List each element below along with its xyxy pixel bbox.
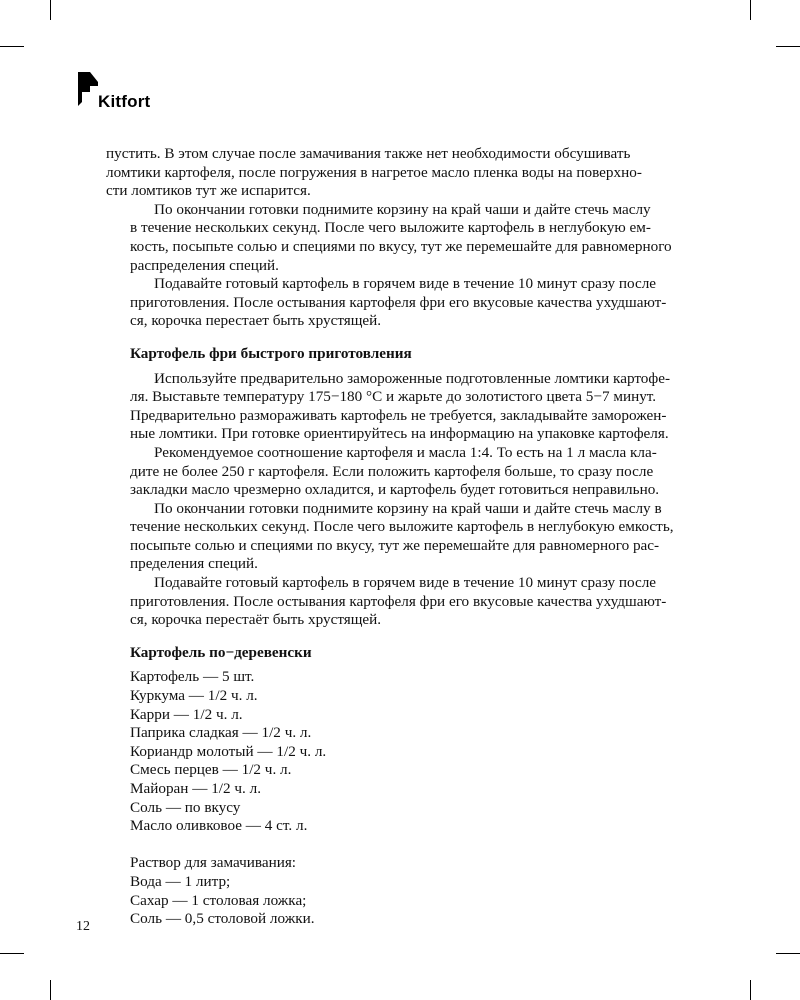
text-line: кость, посыпьте солью и специями по вкусу, тут же перемешайте для равномерного <box>130 237 672 255</box>
text-line: приготовления. После остывания картофеля фри его вкусовые качества ухудшают- <box>130 293 667 311</box>
text-line: Рекомендуемое соотношение картофеля и масла 1:4. То есть на 1 л масла кла- <box>154 443 657 461</box>
crop-mark <box>776 46 800 47</box>
text-line: По окончании готовки поднимите корзину на край чаши и дайте стечь маслу <box>154 200 651 218</box>
page-number: 12 <box>76 919 90 934</box>
text-line: Подавайте готовый картофель в горячем виде в течение 10 минут сразу после <box>154 574 657 592</box>
list-item: Масло оливковое — 4 ст. л. <box>130 817 308 835</box>
crop-mark <box>50 0 51 20</box>
ingredient-list <box>130 668 702 835</box>
text-line: По окончании готовки поднимите корзину на край чаши и дайте стечь маслу в <box>154 499 662 517</box>
paragraph <box>106 370 702 444</box>
crop-mark <box>0 46 24 47</box>
crop-mark <box>750 0 751 20</box>
text-line: течение нескольких секунд. После чего выложите картофель в неглубокую емкость, <box>130 518 674 536</box>
text-line: пустить. В этом случае после замачивания также нет необходимости обсушивать <box>106 145 631 162</box>
list-item: Карри — 1/2 ч. л. <box>130 705 243 723</box>
text-line: приготовления. После остывания картофеля фри его вкусовые качества ухудшают- <box>130 592 667 610</box>
list-item: Раствор для замачивания: <box>130 854 297 872</box>
brand-logo <box>78 72 178 112</box>
list-item: Кориандр молотый — 1/2 ч. л. <box>130 742 327 760</box>
section-heading: Картофель фри быстрого приготовления <box>130 344 412 362</box>
crop-mark <box>0 953 24 954</box>
page-body <box>106 145 702 929</box>
text-line: ля. Выставьте температуру 175−180 °С и жарьте до золотистого цвета 5−7 минут. <box>130 388 657 406</box>
text-line: Предварительно размораживать картофель не требуется, закладывайте заморожен- <box>130 406 667 424</box>
section-heading: Картофель по−деревенски <box>130 643 312 661</box>
crop-mark <box>50 980 51 1000</box>
text-line: пределения специй. <box>130 555 258 573</box>
list-item: Вода — 1 литр; <box>130 872 231 890</box>
text-line: дите не более 250 г картофеля. Если положить картофеля больше, то сразу после <box>130 462 654 480</box>
text-line: Подавайте готовый картофель в горячем виде в течение 10 минут сразу после <box>154 275 657 293</box>
soak-solution-list <box>130 854 702 928</box>
text-line: ся, корочка перестаёт быть хрустящей. <box>130 611 382 629</box>
text-line: в течение нескольких секунд. После чего выложите картофель в неглубокую ем- <box>130 219 651 237</box>
spacer <box>106 836 702 855</box>
text-line: посыпьте солью и специями по вкусу, тут же перемешайте для равномерного рас- <box>130 536 660 554</box>
list-item: Куркума — 1/2 ч. л. <box>130 687 258 705</box>
list-item: Картофель — 5 шт. <box>130 668 255 686</box>
list-item: Соль — 0,5 столовой ложки. <box>130 910 315 928</box>
paragraph <box>106 574 702 630</box>
list-item: Майоран — 1/2 ч. л. <box>130 780 262 797</box>
kitfort-logo-icon <box>78 72 100 108</box>
text-line: Используйте предварительно замороженные подготовленные ломтики картофе- <box>154 369 671 387</box>
crop-mark <box>750 980 751 1000</box>
paragraph <box>106 500 702 574</box>
paragraph <box>106 444 702 500</box>
text-line: сти ломтиков тут же испарится. <box>106 182 311 200</box>
list-item: Смесь перцев — 1/2 ч. л. <box>130 761 292 779</box>
brand-name: Kitfort <box>98 92 151 111</box>
crop-mark <box>776 953 800 954</box>
list-item: Паприка сладкая — 1/2 ч. л. <box>130 724 312 742</box>
list-item: Сахар — 1 столовая ложка; <box>130 891 307 909</box>
text-line: закладки масло чрезмерно охладится, и картофель будет готовиться неправильно. <box>130 481 660 499</box>
paragraph <box>106 145 702 201</box>
text-line: ломтики картофеля, после погружения в нагретое масло пленка воды на поверхно- <box>106 163 642 181</box>
paragraph <box>106 201 702 275</box>
text-line: ные ломтики. При готовке ориентируйтесь на информацию на упаковке картофеля. <box>130 425 669 443</box>
text-line: распределения специй. <box>130 256 279 274</box>
list-item: Соль — по вкусу <box>130 798 241 816</box>
text-line: ся, корочка перестает быть хрустящей. <box>130 312 382 330</box>
paragraph <box>106 275 702 331</box>
